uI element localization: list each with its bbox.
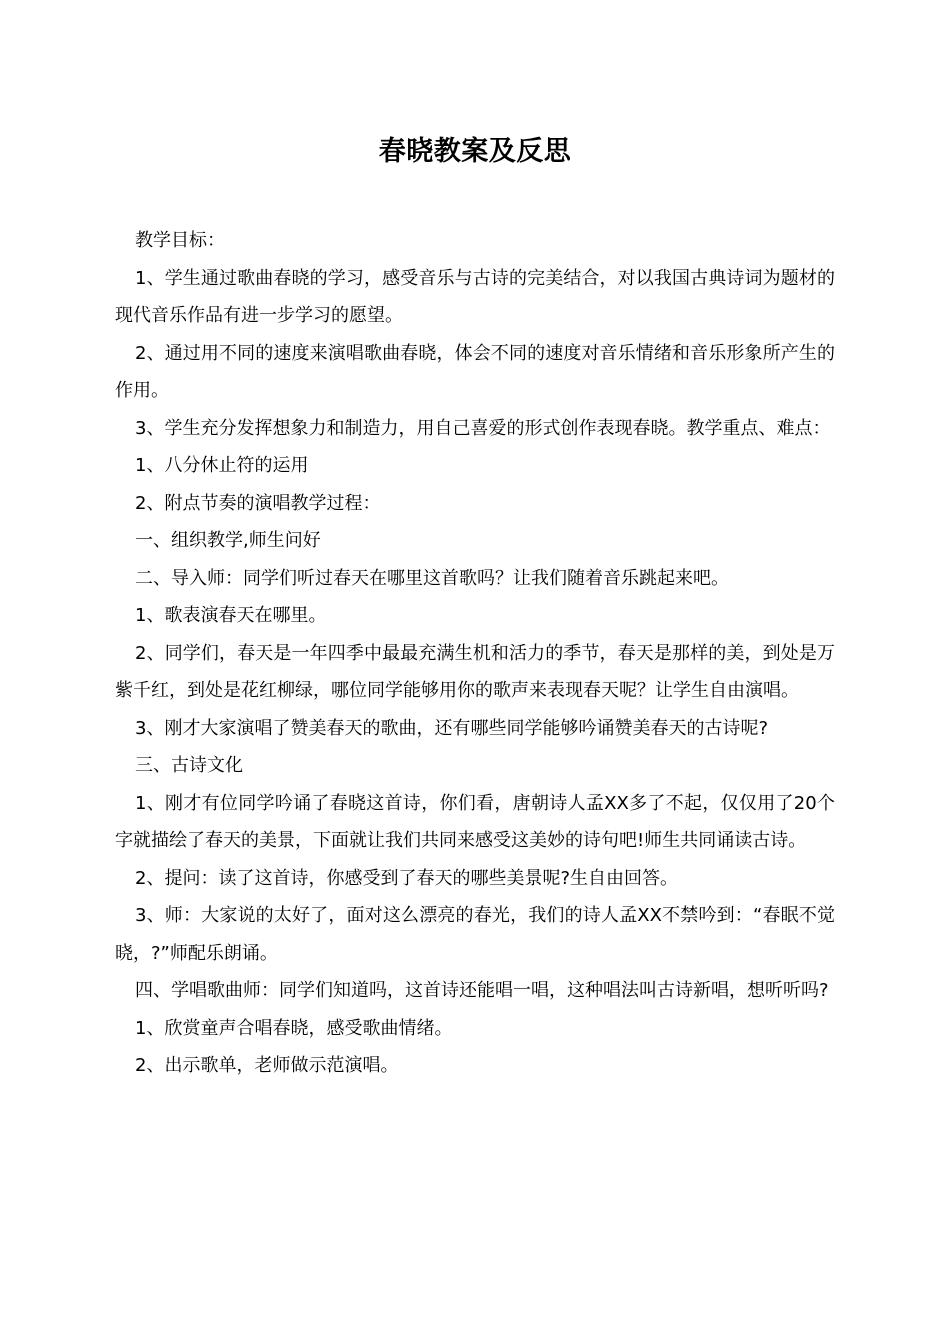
paragraph: 1、学生通过歌曲春晓的学习，感受音乐与古诗的完美结合，对以我国古典诗词为题材的现代音乐作品有进一步学习的愿望。	[115, 267, 835, 326]
paragraph: 2、出示歌单，老师做示范演唱。	[135, 1055, 399, 1076]
paragraph: 2、通过用不同的速度来演唱歌曲春晓，体会不同的速度对音乐情绪和音乐形象所产生的作用。	[115, 342, 835, 401]
paragraph: 四、学唱歌曲师：同学们知道吗，这首诗还能唱一唱，这种唱法叫古诗新唱，想听听吗?	[135, 980, 829, 1001]
paragraph: 1、八分休止符的运用	[135, 455, 309, 476]
paragraph: 1、刚才有位同学吟诵了春晓这首诗，你们看，唐朝诗人孟XX多了不起，仅仅用了20个字就描绘了春天的美景，下面就让我们共同来感受这美妙的诗句吧!师生共同诵读古诗。	[115, 792, 835, 851]
document-body	[115, 222, 835, 1085]
paragraph: 1、歌表演春天在哪里。	[135, 605, 327, 626]
paragraph: 2、附点节奏的演唱教学过程：	[135, 492, 381, 514]
paragraph: 3、师：大家说的太好了，面对这么漂亮的春光，我们的诗人孟XX不禁吟到：“春眠不觉晓，?”师配乐朗诵。	[115, 905, 835, 964]
paragraph: 三、古诗文化	[135, 755, 243, 776]
paragraph: 2、同学们，春天是一年四季中最最充满生机和活力的季节，春天是那样的美，到处是万紫千红，到处是花红柳绿，哪位同学能够用你的歌声来表现春天呢？让学生自由演唱。	[115, 642, 835, 701]
document-title: 春晓教案及反思	[378, 136, 572, 167]
paragraph: 1、欣赏童声合唱春晓，感受歌曲情绪。	[135, 1017, 453, 1039]
paragraph: 2、提问：读了这首诗，你感受到了春天的哪些美景呢?生自由回答。	[135, 867, 679, 889]
paragraph: 一、组织教学,师生问好	[135, 530, 321, 551]
paragraph: 二、导入师：同学们听过春天在哪里这首歌吗？让我们随着音乐跳起来吧。	[135, 567, 729, 589]
paragraph: 教学目标：	[135, 230, 225, 251]
paragraph: 3、刚才大家演唱了赞美春天的歌曲，还有哪些同学能够吟诵赞美春天的古诗呢?	[135, 717, 769, 739]
paragraph: 3、学生充分发挥想象力和制造力，用自己喜爱的形式创作表现春晓。教学重点、难点：	[135, 417, 831, 439]
